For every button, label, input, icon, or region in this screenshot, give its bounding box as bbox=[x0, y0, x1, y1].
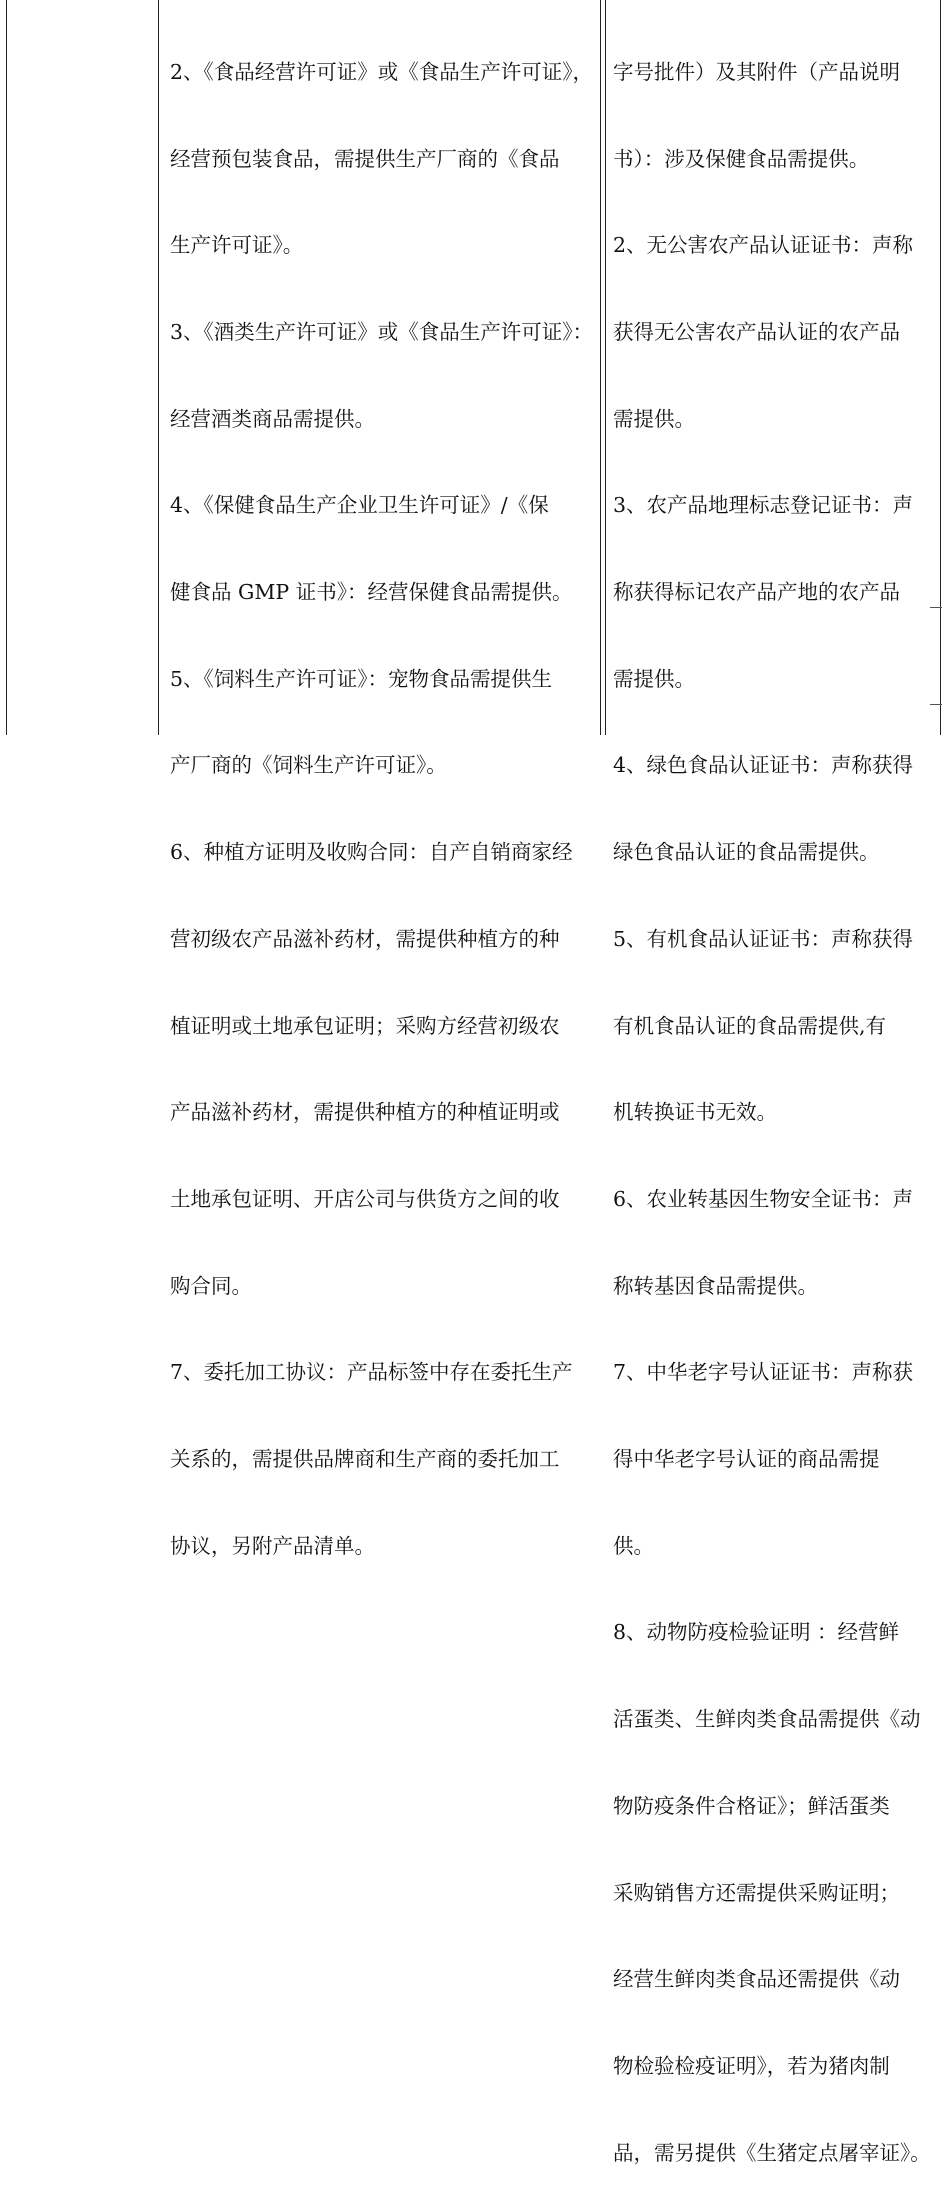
text-line: 字号批件）及其附件（产品说明 bbox=[613, 59, 900, 84]
text-line: 土地承包证明、开店公司与供货方之间的收 bbox=[170, 1186, 560, 1211]
text-line: 营初级农产品滋补药材，需提供种植方的种 bbox=[170, 926, 560, 951]
text-line: 需提供。 bbox=[613, 406, 695, 431]
text-line: 健食品 GMP 证书》：经营保健食品需提供。 bbox=[170, 580, 573, 605]
text-line: 称转基因食品需提供。 bbox=[613, 1273, 818, 1298]
text-line: 4、绿色食品认证证书：声称获得 bbox=[613, 753, 914, 778]
text-line: 得中华老字号认证的商品需提 bbox=[613, 1447, 880, 1472]
text-line: 协议，另附产品清单。 bbox=[170, 1533, 375, 1558]
text-line: 5、《饲料生产许可证》：宠物食品需提供生 bbox=[170, 666, 553, 691]
requirements-cell-right bbox=[613, 0, 935, 2196]
text-line: 物防疫条件合格证》；鲜活蛋类 bbox=[613, 1793, 890, 1818]
text-line: 6、种植方证明及收购合同：自产自销商家经 bbox=[170, 840, 573, 865]
text-line: 2、《食品经营许可证》或《食品生产许可证》， bbox=[170, 59, 594, 84]
table-border-right bbox=[940, 0, 941, 735]
text-line: 品，需另提供《生猪定点屠宰证》。 bbox=[613, 2140, 931, 2165]
table-border-col1 bbox=[158, 0, 159, 735]
text-line: 产品滋补药材，需提供种植方的种植证明或 bbox=[170, 1100, 560, 1125]
table-border-col2-inner bbox=[605, 0, 606, 735]
text-line: 称获得标记农产品产地的农产品 bbox=[613, 580, 900, 605]
text-line: 关系的，需提供品牌商和生产商的委托加工 bbox=[170, 1447, 560, 1472]
text-line: 7、中华老字号认证证书：声称获 bbox=[613, 1360, 914, 1385]
text-line: 经营预包装食品，需提供生产厂商的《食品 bbox=[170, 146, 560, 171]
text-line: 经营酒类商品需提供。 bbox=[170, 406, 375, 431]
text-line: 购合同。 bbox=[170, 1273, 252, 1298]
text-line: 2、无公害农产品认证证书：声称 bbox=[613, 233, 914, 258]
text-line: 书）：涉及保健食品需提供。 bbox=[613, 146, 870, 171]
text-line: 获得无公害农产品认证的农产品 bbox=[613, 319, 900, 344]
text-line: 经营生鲜肉类食品还需提供《动 bbox=[613, 1967, 900, 1992]
text-line: 活蛋类、生鲜肉类食品需提供《动 bbox=[613, 1707, 921, 1732]
text-line: 7、委托加工协议：产品标签中存在委托生产 bbox=[170, 1360, 573, 1385]
text-line: 植证明或土地承包证明；采购方经营初级农 bbox=[170, 1013, 560, 1038]
text-line: 采购销售方还需提供采购证明； bbox=[613, 1880, 900, 1905]
text-line: 4、《保健食品生产企业卫生许可证》/《保 bbox=[170, 493, 549, 518]
text-line: 5、有机食品认证证书：声称获得 bbox=[613, 926, 914, 951]
table-border-left bbox=[6, 0, 7, 735]
text-line: 6、农业转基因生物安全证书：声 bbox=[613, 1186, 914, 1211]
text-line: 需提供。 bbox=[613, 666, 695, 691]
text-line: 产厂商的《饲料生产许可证》。 bbox=[170, 753, 447, 778]
text-line: 机转换证书无效。 bbox=[613, 1100, 777, 1125]
text-line: 3、农产品地理标志登记证书：声 bbox=[613, 493, 914, 518]
text-line: 3、《酒类生产许可证》或《食品生产许可证》： bbox=[170, 319, 594, 344]
text-line: 供。 bbox=[613, 1533, 654, 1558]
text-line: 绿色食品认证的食品需提供。 bbox=[613, 840, 880, 865]
requirements-cell-left bbox=[170, 0, 594, 1590]
text-line: 生产许可证》。 bbox=[170, 233, 304, 258]
text-line: 物检验检疫证明》，若为猪肉制 bbox=[613, 2053, 890, 2078]
text-line: 有机食品认证的食品需提供,有 bbox=[613, 1013, 887, 1038]
text-line: 8、动物防疫检验证明 ：经营鲜 bbox=[613, 1620, 900, 1645]
table-border-col2 bbox=[600, 0, 601, 735]
